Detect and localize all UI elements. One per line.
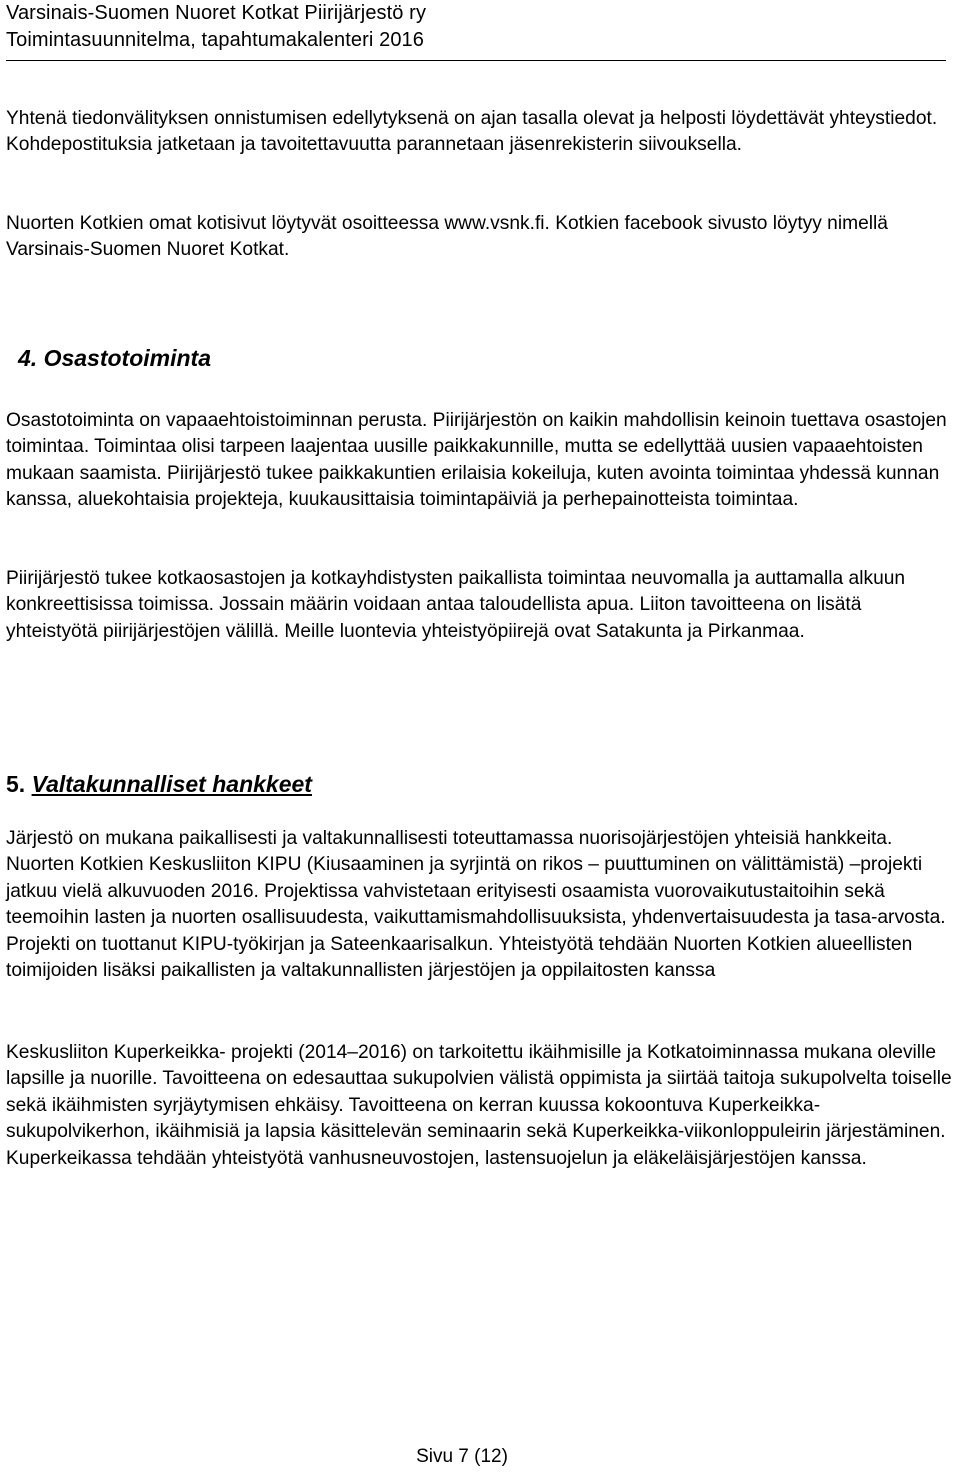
section-4-paragraph-2: Piirijärjestö tukee kotkaosastojen ja kotkayhdistysten paikallista toimintaa neuvomalla ja auttamalla alkuun konkreettisissa toimissa. Jossain määrin voidaan antaa taloudellista apua. Liiton tavoitteena on lisätä yhteistyötä piirijärjestöjen välillä. Meille luontevia yhteistyöpiirejä ovat Satakunta ja Pirkanmaa.	[6, 568, 906, 642]
section-4-paragraph-1: Osastotoiminta on vapaaehtoistoiminnan perusta. Piirijärjestön on kaikin mahdollisin keinoin tuettava osastojen toimintaa. Toimintaa olisi tarpeen laajentaa uusille paikkakunnille, mutta se edellyttää uusien vapaaehtoisten mukaan saamista. Piirijärjestö tukee paikkakuntien erilaisia kokeiluja, kuten avointa toimintaa yhdessä kunnan kanssa, aluekohtaisia projekteja, kuukausittaisia toimintapäiviä ja perhepainotteista toimintaa.	[6, 410, 947, 511]
section-4-heading: 4. Osastotoiminta	[18, 345, 211, 371]
section-5-paragraph-1: Järjestö on mukana paikallisesti ja valtakunnallisesti toteuttamassa nuorisojärjestöjen yhteisiä hankkeita. Nuorten Kotkien Keskusliiton KIPU (Kiusaaminen ja syrjintä on rikos – puuttuminen on välittämistä) –projekti jatkuu vielä alkuvuoden 2016. Projektissa vahvistetaan erityisesti osaamista vuorovaikutustaitoihin sekä teemoihin lasten ja nuorten osallisuudesta, vaikuttamismahdollisuuksista, yhdenvertaisuudesta ja tasa-arvosta. Projekti on tuottanut KIPU-työkirjan ja Sateenkaarisalkun. Yhteistyötä tehdään Nuorten Kotkien alueellisten toimijoiden lisäksi paikallisten ja valtakunnallisten järjestöjen ja oppilaitosten kanssa	[6, 828, 946, 982]
page-header	[6, 0, 946, 61]
section-5-number: 5.	[6, 771, 26, 797]
header-document-title: Toimintasuunnitelma, tapahtumakalenteri 2016	[6, 29, 424, 51]
intro-paragraph-1: Yhtenä tiedonvälityksen onnistumisen edellytyksenä on ajan tasalla olevat ja helposti löydettävät yhteystiedot. Kohdepostituksia jatketaan ja tavoitettavuutta parannetaan jäsenrekisterin siivouksella.	[6, 108, 938, 156]
page-number: Sivu 7 (12)	[416, 1446, 508, 1467]
section-5-title: Valtakunnalliset hankkeet	[31, 771, 312, 797]
header-organization: Varsinais-Suomen Nuoret Kotkat Piirijärjestö ry	[6, 2, 427, 24]
intro-paragraph-2: Nuorten Kotkien omat kotisivut löytyvät osoitteessa www.vsnk.fi. Kotkien facebook sivusto löytyy nimellä Varsinais-Suomen Nuoret Kotkat.	[6, 213, 888, 261]
section-5-paragraph-2: Keskusliiton Kuperkeikka- projekti (2014–2016) on tarkoitettu ikäihmisille ja Kotkatoiminnassa mukana oleville lapsille ja nuorille. Tavoitteena on edesauttaa sukupolvien välistä oppimista ja siirtää taitoja sukupolvelta toiselle sekä ikäihmisten syrjäytymisen ehkäisy. Tavoitteena on kerran kuussa kokoontuva Kuperkeikka-sukupolvikerhon, ikäihmisiä ja lapsia käsittelevän seminaarin sekä Kuperkeikka-viikonloppuleirin järjestäminen. Kuperkeikassa tehdään yhteistyötä vanhusneuvostojen, lastensuojelun ja eläkeläisjärjestöjen kanssa.	[6, 1042, 952, 1169]
section-5-heading	[6, 771, 312, 798]
